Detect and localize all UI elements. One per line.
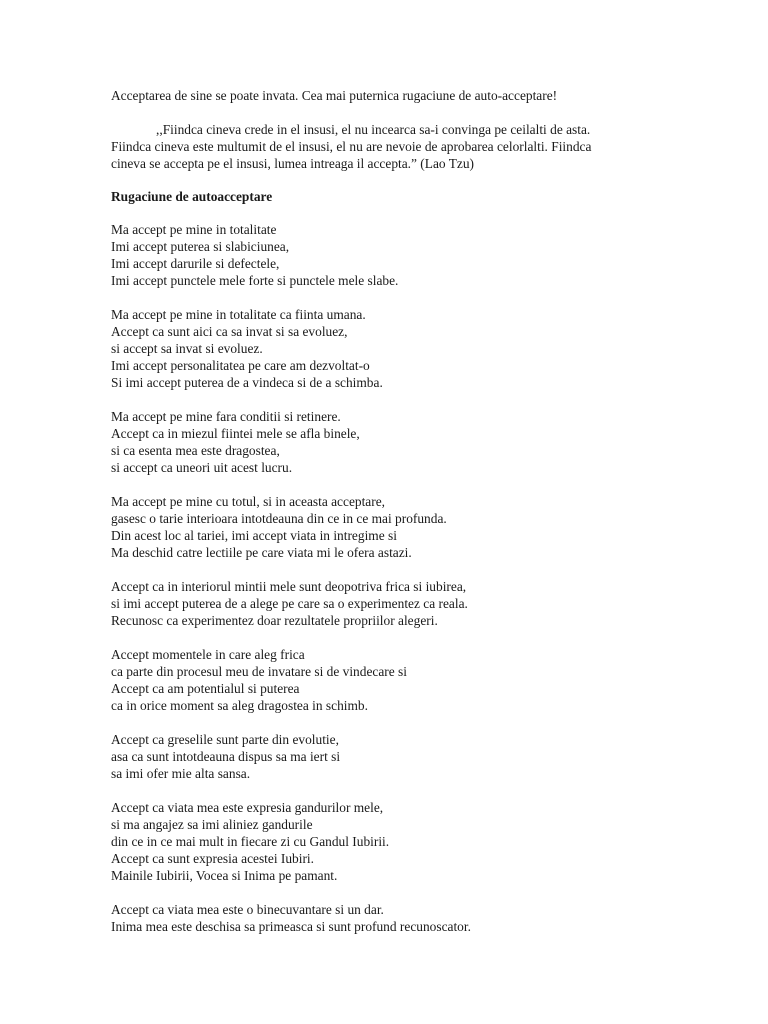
prayer-stanza [111, 731, 671, 782]
quote-line: ,,Fiindca cineva crede in el insusi, el nu incearca sa-i convinga pe ceilalti de asta. [156, 122, 591, 137]
quote-line: cineva se accepta pe el insusi, lumea intreaga il accepta.” (Lao Tzu) [111, 156, 474, 171]
stanza-line: ca parte din procesul meu de invatare si de vindecare si [111, 664, 407, 679]
stanza-line: Accept ca viata mea este o binecuvantare si un dar. [111, 902, 384, 917]
prayer-stanzas [111, 221, 671, 952]
stanza-line: ca in orice moment sa aleg dragostea in schimb. [111, 698, 368, 713]
stanza-line: Accept ca sunt aici ca sa invat si sa evoluez, [111, 324, 348, 339]
stanza-line: Accept ca in interiorul mintii mele sunt deopotriva frica si iubirea, [111, 579, 467, 594]
stanza-line: Accept momentele in care aleg frica [111, 647, 305, 662]
stanza-line: din ce in ce mai mult in fiecare zi cu Gandul Iubirii. [111, 834, 390, 849]
stanza-line: Mainile Iubirii, Vocea si Inima pe pamant. [111, 868, 338, 883]
prayer-stanza [111, 306, 671, 391]
stanza-line: gasesc o tarie interioara intotdeauna din ce in ce mai profunda. [111, 511, 447, 526]
prayer-stanza [111, 799, 671, 884]
stanza-line: Accept ca sunt expresia acestei Iubiri. [111, 851, 314, 866]
stanza-line: Imi accept darurile si defectele, [111, 256, 280, 271]
prayer-stanza [111, 646, 671, 714]
stanza-line: Accept ca am potentialul si puterea [111, 681, 300, 696]
stanza-line: Ma accept pe mine cu totul, si in aceasta acceptare, [111, 494, 385, 509]
stanza-line: si accept sa invat si evoluez. [111, 341, 263, 356]
stanza-line: Ma accept pe mine in totalitate ca fiinta umana. [111, 307, 366, 322]
stanza-line: sa imi ofer mie alta sansa. [111, 766, 251, 781]
lao-tzu-quote [111, 121, 671, 172]
stanza-line: Ma accept pe mine in totalitate [111, 222, 277, 237]
prayer-stanza [111, 578, 671, 629]
stanza-line: si accept ca uneori uit acest lucru. [111, 460, 293, 475]
stanza-line: asa ca sunt intotdeauna dispus sa ma iert si [111, 749, 341, 764]
intro-text: Acceptarea de sine se poate invata. Cea mai puternica rugaciune de auto-acceptare! [111, 88, 558, 103]
prayer-title: Rugaciune de autoacceptare [111, 189, 273, 204]
stanza-line: si imi accept puterea de a alege pe care sa o experimentez ca reala. [111, 596, 468, 611]
quote-line: Fiindca cineva este multumit de el insusi, el nu are nevoie de aprobarea celorlalti. Fiindca [111, 139, 592, 154]
prayer-stanza [111, 221, 671, 289]
prayer-stanza [111, 408, 671, 476]
stanza-line: Accept ca in miezul fiintei mele se afla binele, [111, 426, 360, 441]
stanza-line: Accept ca viata mea este expresia gandurilor mele, [111, 800, 384, 815]
prayer-stanza [111, 901, 671, 935]
stanza-line: Ma deschid catre lectiile pe care viata mi le ofera astazi. [111, 545, 412, 560]
stanza-line: Imi accept personalitatea pe care am dezvoltat-o [111, 358, 370, 373]
prayer-stanza [111, 493, 671, 561]
stanza-line: Si imi accept puterea de a vindeca si de a schimba. [111, 375, 383, 390]
stanza-line: Inima mea este deschisa sa primeasca si sunt profund recunoscator. [111, 919, 471, 934]
stanza-line: si ma angajez sa imi aliniez gandurile [111, 817, 313, 832]
stanza-line: Din acest loc al tariei, imi accept viata in intregime si [111, 528, 397, 543]
stanza-line: si ca esenta mea este dragostea, [111, 443, 280, 458]
stanza-line: Imi accept punctele mele forte si punctele mele slabe. [111, 273, 399, 288]
stanza-line: Imi accept puterea si slabiciunea, [111, 239, 290, 254]
stanza-line: Accept ca greselile sunt parte din evolutie, [111, 732, 339, 747]
stanza-line: Recunosc ca experimentez doar rezultatele propriilor alegeri. [111, 613, 438, 628]
stanza-line: Ma accept pe mine fara conditii si retinere. [111, 409, 341, 424]
